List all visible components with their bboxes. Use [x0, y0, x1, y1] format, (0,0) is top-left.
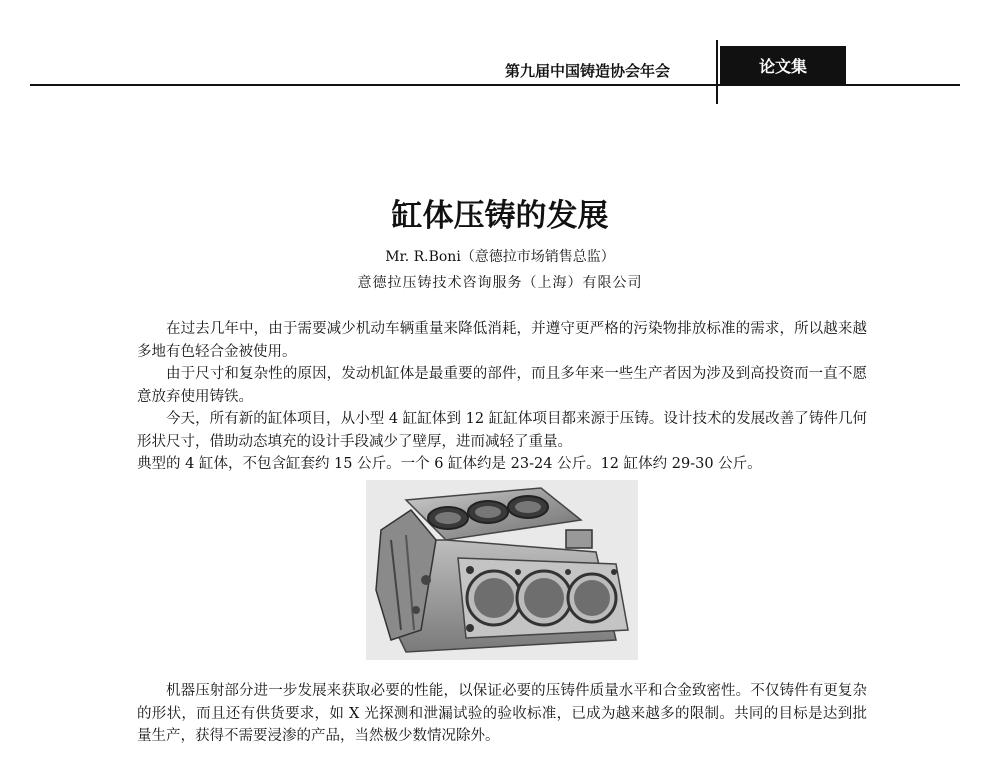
section-badge: 论文集 — [720, 46, 846, 84]
affiliation-line: 意德拉压铸技术咨询服务（上海）有限公司 — [357, 275, 643, 291]
paper-title: 缸体压铸的发展 — [391, 198, 609, 234]
paragraph: 机器压射部分进一步发展来获取必要的性能，以保证必要的压铸件质量水平和合金致密性。不仅铸件有更复杂的形状，而且还有供货要求，如 X 光探测和泄漏试验的验收标准，已成为越来越多的限制。共同的目标是达到批量生产，获得不需要浸渗的产品，当然极少数情况除外。 — [137, 683, 867, 744]
conference-title: 第九届中国铸造协会年会 — [505, 62, 671, 80]
author-line: Mr. R.Boni（意德拉市场销售总监） — [385, 249, 615, 265]
body-text-continued — [137, 680, 867, 748]
paragraph: 今天，所有新的缸体项目，从小型 4 缸缸体到 12 缸缸体项目都来源于压铸。设计技术的发展改善了铸件几何形状尺寸，借助动态填充的设计手段减少了壁厚，进而减轻了重量。 — [137, 411, 867, 450]
body-text-intro — [137, 318, 867, 476]
header-rule — [30, 84, 960, 86]
engine-block-photo — [366, 480, 638, 660]
paragraph: 由于尺寸和复杂性的原因，发动机缸体是最重要的部件，而且多年来一些生产者因为涉及到高投资而一直不愿意放弃使用铸铁。 — [137, 366, 867, 405]
paragraph: 典型的 4 缸体，不包含缸套约 15 公斤。一个 6 缸体约是 23-24 公斤。12 缸体约 29-30 公斤。 — [137, 456, 762, 472]
header-divider — [716, 40, 718, 104]
paragraph: 在过去几年中，由于需要减少机动车辆重量来降低消耗，并遵守更严格的污染物排放标准的需求，所以越来越多地有色轻合金被使用。 — [137, 321, 867, 360]
